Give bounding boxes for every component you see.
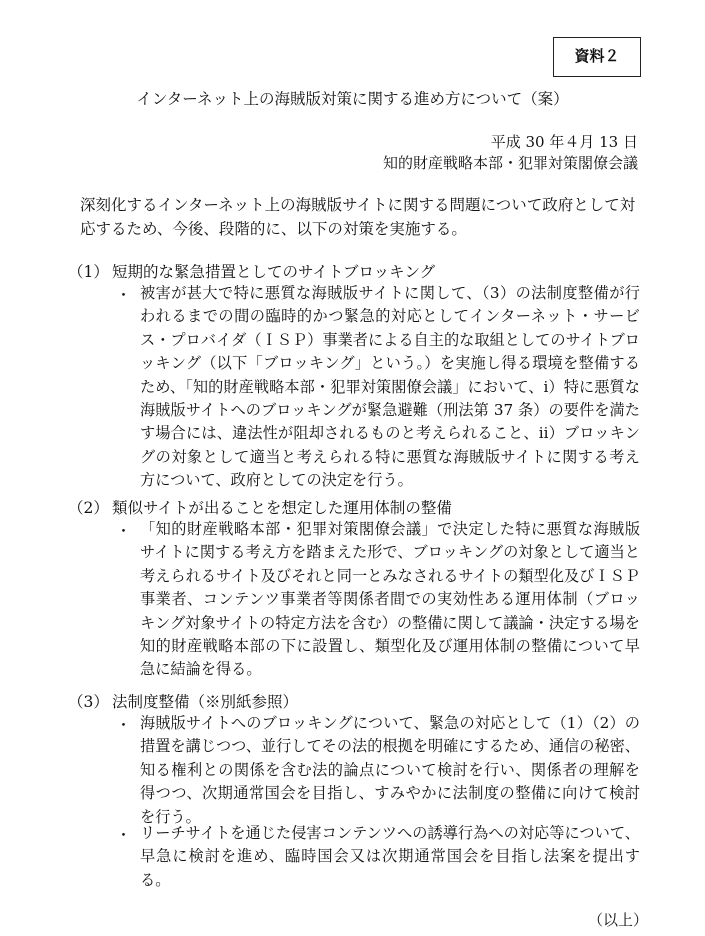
- section-3-bullet-2: リーチサイトを通じた侵害コンテンツへの誘導行為への対応等について、早急に検討を進め、臨時国会又は次期通常国会を目指し法案を提出する。: [140, 824, 640, 889]
- section-1-bullet-1: 被害が甚大で特に悪質な海賊版サイトに関して、（3）の法制度整備が行われるまでの間の臨時的かつ緊急的対応としてインターネット・サービス・プロバイダ（ＩＳＰ）事業者による自主的な取組としてのサイトブロッキング（以下「ブロッキング」という。）を実施し得る環境を整備するため、「知的財産戦略本部・犯罪対策閣僚会議」において、ⅰ）特に悪質な海賊版サイトへのブロッキングが緊急避難（刑法第 37 条）の要件を満たす場合には、違法性が阻却されるものと考えられること、ⅱ）ブロッキングの対象として適当と考えられる特に悪質な海賊版サイトに関する考え方について、政府としての決定を行う。: [140, 284, 640, 490]
- document-date: 平成 30 年４月 13 日: [490, 133, 638, 151]
- section-title: 法制度整備（※別紙参照）: [112, 693, 299, 711]
- section-2-heading: [68, 496, 452, 518]
- bullet-mark: ・: [116, 826, 132, 844]
- document-title: インターネット上の海賊版対策に関する進め方について（案）: [136, 90, 569, 108]
- section-title: 類似サイトが出ることを想定した運用体制の整備: [112, 499, 452, 517]
- section-number: （2）: [68, 499, 109, 517]
- intro-paragraph: 深刻化するインターネット上の海賊版サイトに関する問題について政府として対応するため、今後、段階的に、以下の対策を実施する。: [80, 196, 636, 238]
- section-2-bullet-1: 「知的財産戦略本部・犯罪対策閣僚会議」で決定した特に悪質な海賊版サイトに関する考え方を踏まえた形で、ブロッキングの対象として適当と考えられるサイト及びそれと同一とみなされるサイトの類型化及びＩＳＰ事業者、コンテンツ事業者等関係者間での実効性ある運用体制（ブロッキング対象サイトの特定方法を含む）の整備に関して議論・決定する場を知的財産戦略本部の下に設置し、類型化及び運用体制の整備について早急に結論を得る。: [140, 520, 640, 679]
- bullet-mark: ・: [116, 286, 132, 304]
- bullet-mark: ・: [116, 716, 132, 734]
- section-number: （3）: [68, 693, 109, 711]
- bullet-mark: ・: [116, 522, 132, 540]
- section-number: （1）: [68, 263, 109, 281]
- section-title: 短期的な緊急措置としてのサイトブロッキング: [112, 263, 436, 281]
- section-3-heading: [68, 690, 298, 712]
- issuing-organization: 知的財産戦略本部・犯罪対策閣僚会議: [382, 154, 638, 172]
- section-3-bullet-1: 海賊版サイトへのブロッキングについて、緊急の対応として（1）（2）の措置を講じつつ、並行してその法的根拠を明確にするため、通信の秘密、知る権利との関係を含む法的論点について検討を行い、関係者の理解を得つつ、次期通常国会を目指し、すみやかに法制度の整備に向けて検討を行う。: [140, 714, 640, 826]
- document-label: 資料２: [553, 37, 641, 77]
- document-end-mark: （以上）: [588, 911, 649, 929]
- section-1-heading: [68, 260, 435, 282]
